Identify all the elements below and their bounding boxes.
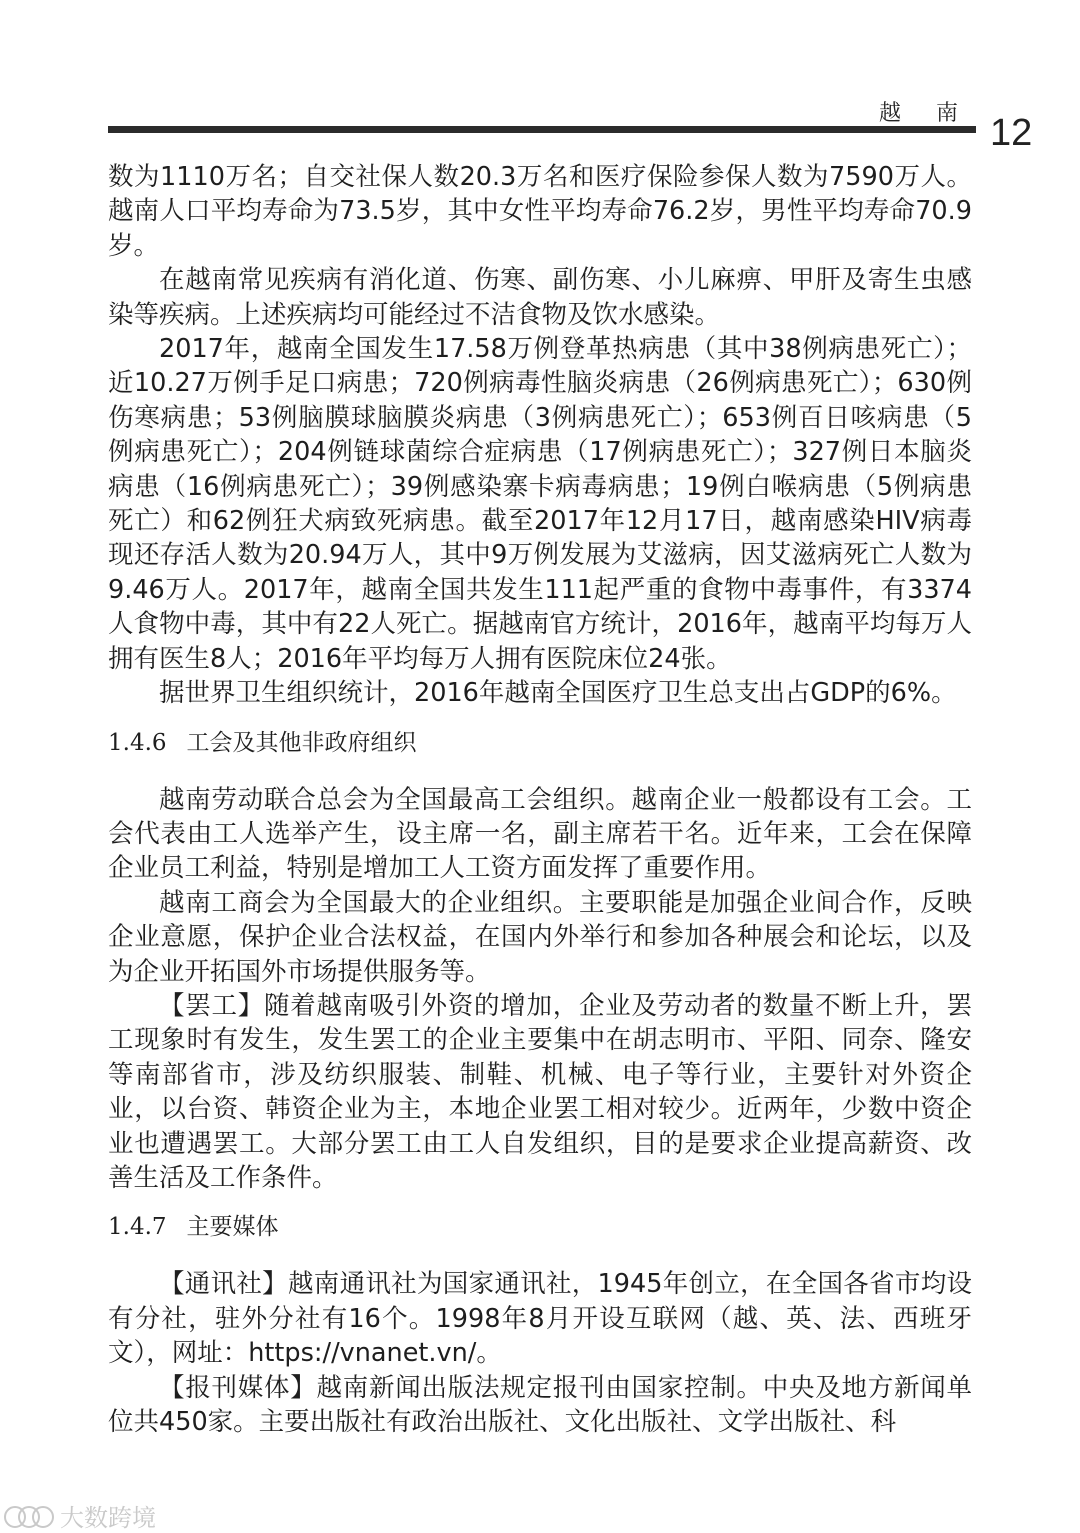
section-title: 工会及其他非政府组织 <box>186 729 417 756</box>
paragraph: 【报刊媒体】越南新闻出版法规定报刊由国家控制。中央及地方新闻单位共450家。主要出版社有政治出版社、文化出版社、文学出版社、科 <box>108 1372 972 1437</box>
paragraph: 据世界卫生组织统计，2016年越南全国医疗卫生总支出占GDP的6%。 <box>159 678 957 709</box>
running-header-title: 越 南 <box>879 101 972 126</box>
page-body <box>108 160 972 1439</box>
paragraph: 越南工商会为全国最大的企业组织。主要职能是加强企业间合作，反映企业意愿，保护企业合法权益，在国内外举行和参加各种展会和论坛，以及为企业开拓国外市场提供服务等。 <box>108 887 972 987</box>
paragraph: 【通讯社】越南通讯社为国家通讯社，1945年创立，在全国各省市均设有分社，驻外分社有16个。1998年8月开设互联网（越、英、法、西班牙文），网址：https://vnanet.vn/。 <box>108 1269 972 1369</box>
watermark <box>4 1498 156 1533</box>
watermark-logo-icon <box>4 1506 54 1526</box>
section-heading-1-4-6 <box>108 727 972 759</box>
watermark-text: 大数跨境 <box>60 1504 156 1532</box>
paragraph: 【罢工】随着越南吸引外资的增加，企业及劳动者的数量不断上升，罢工现象时有发生，发生罢工的企业主要集中在胡志明市、平阳、同奈、隆安等南部省市，涉及纺织服装、制鞋、机械、电子等行业，主要针对外资企业，以台资、韩资企业为主，本地企业罢工相对较少。近两年，少数中资企业也遭遇罢工。大部分罢工由工人自发组织，目的是要求企业提高薪资、改善生活及工作条件。 <box>108 990 972 1193</box>
paragraph: 2017年，越南全国发生17.58万例登革热病患（其中38例病患死亡）；近10.27万例手足口病患；720例病毒性脑炎病患（26例病患死亡）；630例伤寒病患；53例脑膜球脑膜炎病患（3例病患死亡）；653例百日咳病患（5例病患死亡）；204例链球菌综合症病患（17例病患死亡）；327例日本脑炎病患（16例病患死亡）；39例感染寨卡病毒病患；19例白喉病患（5例病患死亡）和62例狂犬病致死病患。截至2017年12月17日，越南感染HIV病毒现还存活人数为20.94万人，其中9万例发展为艾滋病，因艾滋病死亡人数为9.46万人。2017年，越南全国共发生111起严重的食物中毒事件，有3374人食物中毒，其中有22人死亡。据越南官方统计，2016年，越南平均每万人拥有医生8人；2016年平均每万人拥有医院床位24张。 <box>108 334 972 674</box>
header-rule <box>108 126 976 133</box>
section-heading-1-4-7 <box>108 1211 972 1243</box>
paragraph: 数为1110万名；自交社保人数20.3万名和医疗保险参保人数为7590万人。越南人口平均寿命为73.5岁，其中女性平均寿命76.2岁，男性平均寿命70.9岁。 <box>108 162 972 261</box>
page-number: 12 <box>990 112 1033 154</box>
section-title: 主要媒体 <box>186 1214 279 1241</box>
section-number: 1.4.7 <box>108 1214 167 1241</box>
paragraph: 在越南常见疾病有消化道、伤寒、副伤寒、小儿麻痹、甲肝及寄生虫感染等疾病。上述疾病均可能经过不洁食物及饮水感染。 <box>108 265 972 330</box>
paragraph: 越南劳动联合总会为全国最高工会组织。越南企业一般都设有工会。工会代表由工人选举产生，设主席一名，副主席若干名。近年来，工会在保障企业员工利益，特别是增加工人工资方面发挥了重要作用。 <box>108 784 972 884</box>
section-number: 1.4.6 <box>108 729 167 756</box>
